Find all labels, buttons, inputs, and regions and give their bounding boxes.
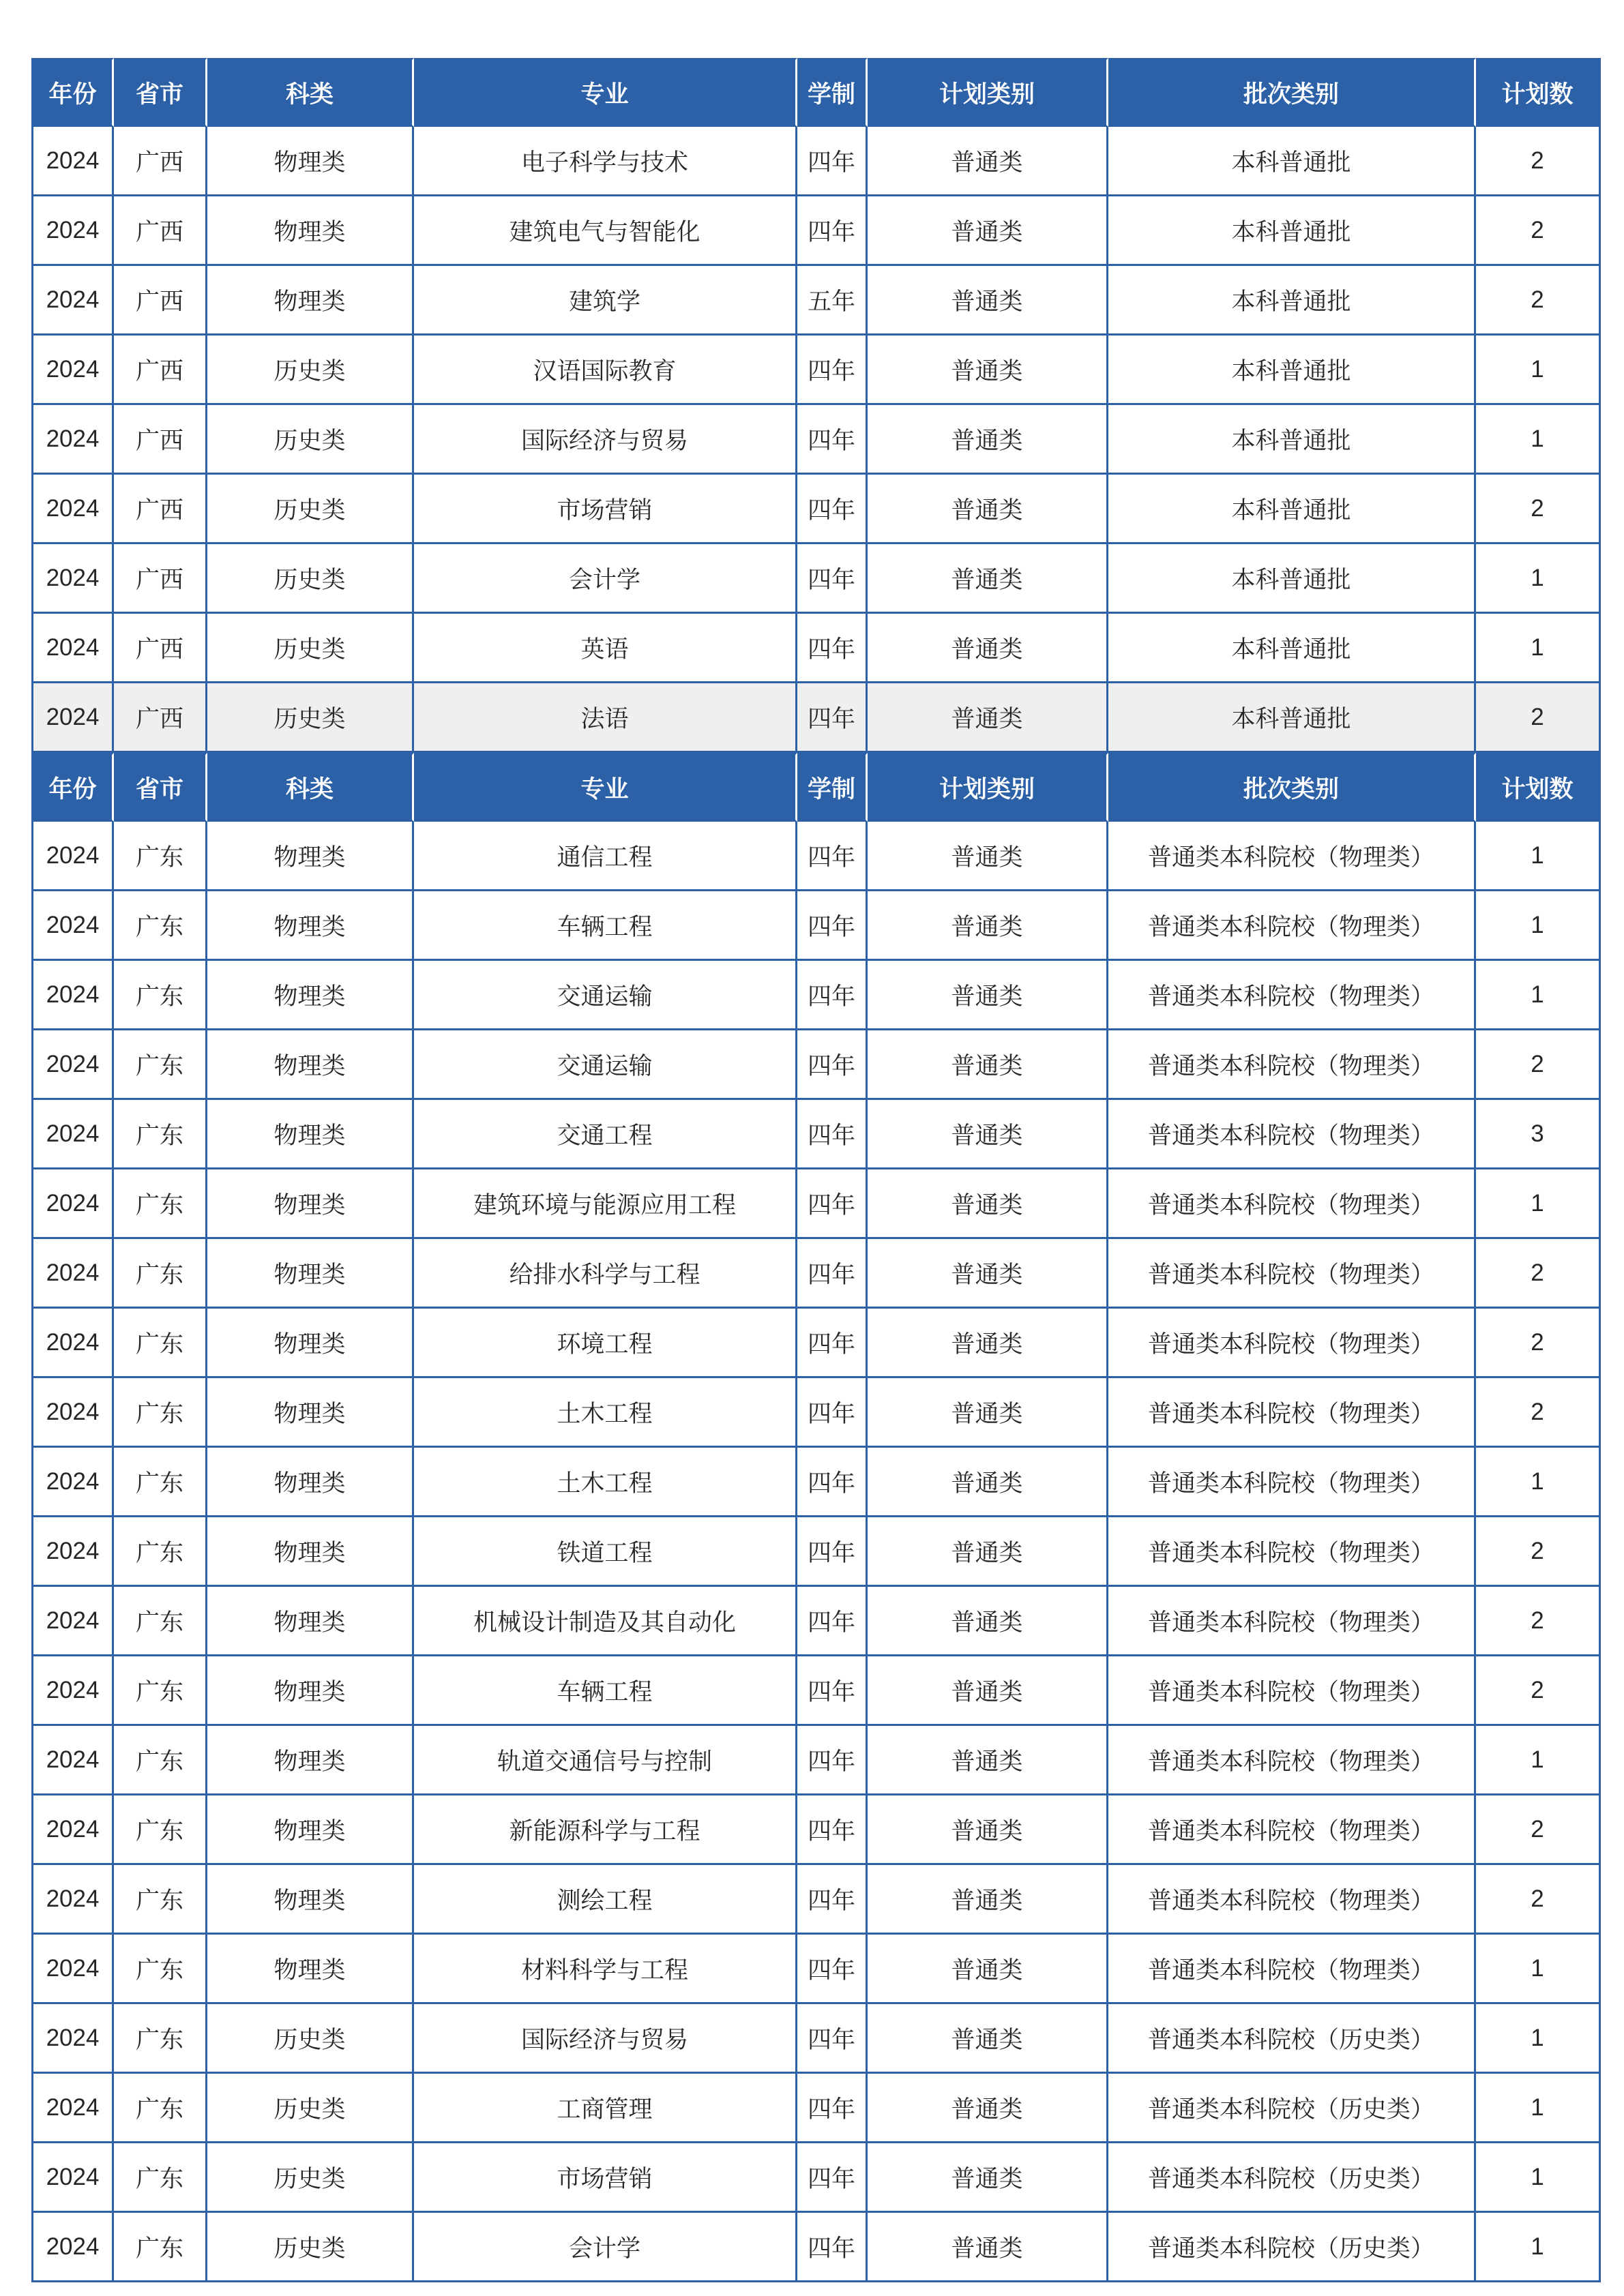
header-province: 省市 xyxy=(114,58,207,127)
cell-major: 材料科学与工程 xyxy=(414,1935,797,2004)
cell-province: 广东 xyxy=(114,1587,207,1656)
cell-batch-type: 本科普通批 xyxy=(1108,614,1476,683)
cell-major: 建筑电气与智能化 xyxy=(414,196,797,266)
cell-province: 广东 xyxy=(114,961,207,1030)
cell-major: 给排水科学与工程 xyxy=(414,1239,797,1309)
cell-plan-type: 普通类 xyxy=(868,1865,1108,1935)
cell-province: 广西 xyxy=(114,475,207,544)
table-row xyxy=(31,1309,1601,1378)
header-batch-type: 批次类别 xyxy=(1108,58,1476,127)
table-row xyxy=(31,544,1601,614)
cell-subject-type: 物理类 xyxy=(207,1517,414,1587)
table-row xyxy=(31,614,1601,683)
cell-year: 2024 xyxy=(31,1795,114,1865)
cell-subject-type: 物理类 xyxy=(207,1030,414,1100)
cell-plan-count: 1 xyxy=(1476,2004,1601,2074)
admission-plan-table xyxy=(31,58,1601,2282)
cell-subject-type: 物理类 xyxy=(207,1100,414,1169)
cell-subject-type: 物理类 xyxy=(207,1865,414,1935)
cell-year: 2024 xyxy=(31,1726,114,1795)
cell-batch-type: 本科普通批 xyxy=(1108,405,1476,475)
cell-subject-type: 历史类 xyxy=(207,544,414,614)
cell-batch-type: 普通类本科院校（物理类） xyxy=(1108,1448,1476,1517)
cell-province: 广东 xyxy=(114,2074,207,2143)
cell-subject-type: 物理类 xyxy=(207,1726,414,1795)
cell-major: 会计学 xyxy=(414,2213,797,2282)
cell-plan-count: 1 xyxy=(1476,1726,1601,1795)
table-row xyxy=(31,1935,1601,2004)
table-row xyxy=(31,1656,1601,1726)
cell-year: 2024 xyxy=(31,1100,114,1169)
cell-subject-type: 历史类 xyxy=(207,475,414,544)
table-row xyxy=(31,127,1601,196)
cell-batch-type: 普通类本科院校（物理类） xyxy=(1108,1726,1476,1795)
cell-year: 2024 xyxy=(31,1935,114,2004)
cell-plan-type: 普通类 xyxy=(868,891,1108,961)
cell-year: 2024 xyxy=(31,1169,114,1239)
cell-plan-count: 2 xyxy=(1476,1587,1601,1656)
cell-duration: 四年 xyxy=(797,683,868,753)
cell-subject-type: 物理类 xyxy=(207,1587,414,1656)
cell-batch-type: 普通类本科院校（物理类） xyxy=(1108,1587,1476,1656)
table-row xyxy=(31,1726,1601,1795)
cell-plan-count: 2 xyxy=(1476,1795,1601,1865)
cell-major: 轨道交通信号与控制 xyxy=(414,1726,797,1795)
cell-duration: 四年 xyxy=(797,336,868,405)
table-row xyxy=(31,1100,1601,1169)
cell-plan-type: 普通类 xyxy=(868,1656,1108,1726)
cell-major: 铁道工程 xyxy=(414,1517,797,1587)
cell-plan-type: 普通类 xyxy=(868,1587,1108,1656)
cell-province: 广西 xyxy=(114,405,207,475)
cell-duration: 四年 xyxy=(797,1795,868,1865)
cell-duration: 四年 xyxy=(797,2143,868,2213)
cell-year: 2024 xyxy=(31,891,114,961)
cell-subject-type: 物理类 xyxy=(207,1309,414,1378)
cell-year: 2024 xyxy=(31,196,114,266)
table-row xyxy=(31,2074,1601,2143)
header-year: 年份 xyxy=(31,753,114,822)
cell-year: 2024 xyxy=(31,2213,114,2282)
table-row xyxy=(31,266,1601,336)
cell-year: 2024 xyxy=(31,475,114,544)
cell-major: 电子科学与技术 xyxy=(414,127,797,196)
cell-plan-count: 1 xyxy=(1476,336,1601,405)
cell-year: 2024 xyxy=(31,1378,114,1448)
cell-duration: 四年 xyxy=(797,1935,868,2004)
cell-plan-type: 普通类 xyxy=(868,1448,1108,1517)
cell-batch-type: 普通类本科院校（物理类） xyxy=(1108,1169,1476,1239)
cell-plan-count: 3 xyxy=(1476,1100,1601,1169)
table-row xyxy=(31,1378,1601,1448)
cell-batch-type: 普通类本科院校（历史类） xyxy=(1108,2074,1476,2143)
cell-year: 2024 xyxy=(31,1587,114,1656)
cell-year: 2024 xyxy=(31,336,114,405)
cell-batch-type: 普通类本科院校（物理类） xyxy=(1108,1378,1476,1448)
cell-subject-type: 物理类 xyxy=(207,196,414,266)
cell-province: 广东 xyxy=(114,1517,207,1587)
cell-province: 广东 xyxy=(114,822,207,891)
cell-plan-count: 1 xyxy=(1476,2143,1601,2213)
cell-duration: 四年 xyxy=(797,1587,868,1656)
table-row xyxy=(31,1587,1601,1656)
cell-province: 广东 xyxy=(114,1726,207,1795)
cell-batch-type: 普通类本科院校（物理类） xyxy=(1108,1865,1476,1935)
table-row xyxy=(31,961,1601,1030)
cell-year: 2024 xyxy=(31,266,114,336)
header-province: 省市 xyxy=(114,753,207,822)
cell-plan-type: 普通类 xyxy=(868,1169,1108,1239)
cell-subject-type: 物理类 xyxy=(207,1239,414,1309)
cell-batch-type: 普通类本科院校（物理类） xyxy=(1108,1795,1476,1865)
cell-province: 广东 xyxy=(114,1100,207,1169)
cell-province: 广西 xyxy=(114,266,207,336)
cell-duration: 四年 xyxy=(797,1865,868,1935)
cell-plan-type: 普通类 xyxy=(868,2213,1108,2282)
cell-duration: 四年 xyxy=(797,405,868,475)
cell-plan-type: 普通类 xyxy=(868,1239,1108,1309)
header-year: 年份 xyxy=(31,58,114,127)
cell-province: 广东 xyxy=(114,1239,207,1309)
cell-plan-count: 1 xyxy=(1476,891,1601,961)
cell-province: 广东 xyxy=(114,1865,207,1935)
header-plan-type: 计划类别 xyxy=(868,58,1108,127)
cell-duration: 四年 xyxy=(797,1726,868,1795)
cell-major: 交通工程 xyxy=(414,1100,797,1169)
cell-batch-type: 普通类本科院校（物理类） xyxy=(1108,1030,1476,1100)
cell-major: 工商管理 xyxy=(414,2074,797,2143)
cell-plan-count: 2 xyxy=(1476,1378,1601,1448)
cell-province: 广东 xyxy=(114,2004,207,2074)
cell-plan-type: 普通类 xyxy=(868,1517,1108,1587)
cell-plan-type: 普通类 xyxy=(868,1726,1108,1795)
table-row xyxy=(31,1448,1601,1517)
cell-plan-count: 1 xyxy=(1476,2074,1601,2143)
cell-major: 法语 xyxy=(414,683,797,753)
cell-plan-type: 普通类 xyxy=(868,2004,1108,2074)
cell-plan-type: 普通类 xyxy=(868,1030,1108,1100)
cell-plan-count: 1 xyxy=(1476,1935,1601,2004)
cell-duration: 四年 xyxy=(797,1309,868,1378)
cell-major: 会计学 xyxy=(414,544,797,614)
header-subject-type: 科类 xyxy=(207,58,414,127)
cell-year: 2024 xyxy=(31,2143,114,2213)
cell-subject-type: 历史类 xyxy=(207,2213,414,2282)
cell-batch-type: 普通类本科院校（物理类） xyxy=(1108,891,1476,961)
cell-duration: 四年 xyxy=(797,1030,868,1100)
cell-duration: 四年 xyxy=(797,1378,868,1448)
cell-major: 车辆工程 xyxy=(414,1656,797,1726)
cell-plan-type: 普通类 xyxy=(868,405,1108,475)
cell-province: 广东 xyxy=(114,2213,207,2282)
cell-plan-count: 1 xyxy=(1476,614,1601,683)
table-row xyxy=(31,1795,1601,1865)
table-row xyxy=(31,2004,1601,2074)
cell-province: 广东 xyxy=(114,1935,207,2004)
table-row xyxy=(31,336,1601,405)
header-subject-type: 科类 xyxy=(207,753,414,822)
cell-batch-type: 本科普通批 xyxy=(1108,475,1476,544)
cell-subject-type: 历史类 xyxy=(207,405,414,475)
cell-duration: 四年 xyxy=(797,1100,868,1169)
cell-duration: 四年 xyxy=(797,127,868,196)
cell-year: 2024 xyxy=(31,614,114,683)
cell-plan-type: 普通类 xyxy=(868,127,1108,196)
cell-plan-count: 1 xyxy=(1476,1169,1601,1239)
cell-year: 2024 xyxy=(31,2074,114,2143)
cell-province: 广西 xyxy=(114,544,207,614)
cell-major: 汉语国际教育 xyxy=(414,336,797,405)
table-row xyxy=(31,1169,1601,1239)
cell-subject-type: 历史类 xyxy=(207,336,414,405)
cell-subject-type: 物理类 xyxy=(207,822,414,891)
table-row xyxy=(31,822,1601,891)
table-row xyxy=(31,683,1601,753)
cell-plan-type: 普通类 xyxy=(868,683,1108,753)
cell-major: 车辆工程 xyxy=(414,891,797,961)
cell-duration: 四年 xyxy=(797,1448,868,1517)
table-row xyxy=(31,2213,1601,2282)
cell-province: 广东 xyxy=(114,1030,207,1100)
cell-duration: 四年 xyxy=(797,475,868,544)
cell-major: 建筑环境与能源应用工程 xyxy=(414,1169,797,1239)
cell-major: 国际经济与贸易 xyxy=(414,2004,797,2074)
cell-major: 测绘工程 xyxy=(414,1865,797,1935)
cell-subject-type: 物理类 xyxy=(207,891,414,961)
cell-batch-type: 本科普通批 xyxy=(1108,266,1476,336)
cell-province: 广东 xyxy=(114,1448,207,1517)
cell-duration: 四年 xyxy=(797,1169,868,1239)
cell-batch-type: 本科普通批 xyxy=(1108,336,1476,405)
cell-plan-count: 1 xyxy=(1476,961,1601,1030)
header-plan-type: 计划类别 xyxy=(868,753,1108,822)
cell-year: 2024 xyxy=(31,683,114,753)
cell-batch-type: 本科普通批 xyxy=(1108,127,1476,196)
header-row-section-2 xyxy=(31,753,1601,822)
cell-duration: 四年 xyxy=(797,891,868,961)
cell-subject-type: 物理类 xyxy=(207,1656,414,1726)
cell-major: 英语 xyxy=(414,614,797,683)
cell-plan-type: 普通类 xyxy=(868,196,1108,266)
cell-province: 广西 xyxy=(114,196,207,266)
cell-plan-type: 普通类 xyxy=(868,475,1108,544)
cell-batch-type: 普通类本科院校（历史类） xyxy=(1108,2213,1476,2282)
table-row xyxy=(31,1517,1601,1587)
cell-year: 2024 xyxy=(31,544,114,614)
cell-duration: 四年 xyxy=(797,2074,868,2143)
cell-plan-count: 2 xyxy=(1476,266,1601,336)
cell-batch-type: 普通类本科院校（物理类） xyxy=(1108,961,1476,1030)
cell-plan-type: 普通类 xyxy=(868,1378,1108,1448)
cell-province: 广东 xyxy=(114,1795,207,1865)
cell-province: 广西 xyxy=(114,683,207,753)
cell-plan-type: 普通类 xyxy=(868,614,1108,683)
header-plan-count: 计划数 xyxy=(1476,753,1601,822)
cell-year: 2024 xyxy=(31,1656,114,1726)
header-plan-count: 计划数 xyxy=(1476,58,1601,127)
cell-plan-count: 1 xyxy=(1476,1448,1601,1517)
cell-subject-type: 物理类 xyxy=(207,1378,414,1448)
header-major: 专业 xyxy=(414,753,797,822)
cell-province: 广东 xyxy=(114,891,207,961)
cell-plan-type: 普通类 xyxy=(868,1795,1108,1865)
cell-major: 环境工程 xyxy=(414,1309,797,1378)
cell-major: 建筑学 xyxy=(414,266,797,336)
cell-batch-type: 本科普通批 xyxy=(1108,544,1476,614)
cell-plan-count: 2 xyxy=(1476,196,1601,266)
cell-duration: 四年 xyxy=(797,614,868,683)
header-row-section-1 xyxy=(31,58,1601,127)
cell-duration: 四年 xyxy=(797,1517,868,1587)
cell-year: 2024 xyxy=(31,1239,114,1309)
cell-plan-type: 普通类 xyxy=(868,1309,1108,1378)
cell-plan-type: 普通类 xyxy=(868,336,1108,405)
cell-province: 广东 xyxy=(114,1169,207,1239)
cell-plan-count: 2 xyxy=(1476,683,1601,753)
cell-plan-count: 2 xyxy=(1476,1030,1601,1100)
cell-year: 2024 xyxy=(31,2004,114,2074)
cell-plan-count: 1 xyxy=(1476,405,1601,475)
cell-batch-type: 普通类本科院校（物理类） xyxy=(1108,1309,1476,1378)
cell-year: 2024 xyxy=(31,405,114,475)
header-batch-type: 批次类别 xyxy=(1108,753,1476,822)
cell-plan-type: 普通类 xyxy=(868,961,1108,1030)
table-row xyxy=(31,196,1601,266)
cell-batch-type: 普通类本科院校（物理类） xyxy=(1108,1239,1476,1309)
cell-duration: 四年 xyxy=(797,544,868,614)
cell-major: 新能源科学与工程 xyxy=(414,1795,797,1865)
cell-plan-type: 普通类 xyxy=(868,2074,1108,2143)
cell-subject-type: 物理类 xyxy=(207,1935,414,2004)
cell-major: 交通运输 xyxy=(414,1030,797,1100)
table-row xyxy=(31,1239,1601,1309)
header-major: 专业 xyxy=(414,58,797,127)
cell-plan-type: 普通类 xyxy=(868,822,1108,891)
cell-duration: 四年 xyxy=(797,961,868,1030)
cell-subject-type: 历史类 xyxy=(207,2074,414,2143)
cell-year: 2024 xyxy=(31,1448,114,1517)
cell-major: 交通运输 xyxy=(414,961,797,1030)
cell-major: 市场营销 xyxy=(414,475,797,544)
cell-province: 广东 xyxy=(114,1378,207,1448)
cell-batch-type: 普通类本科院校（物理类） xyxy=(1108,822,1476,891)
cell-plan-count: 1 xyxy=(1476,822,1601,891)
cell-plan-type: 普通类 xyxy=(868,544,1108,614)
cell-subject-type: 物理类 xyxy=(207,266,414,336)
header-duration: 学制 xyxy=(797,753,868,822)
cell-duration: 四年 xyxy=(797,2004,868,2074)
cell-plan-count: 2 xyxy=(1476,475,1601,544)
cell-duration: 四年 xyxy=(797,2213,868,2282)
cell-major: 土木工程 xyxy=(414,1448,797,1517)
cell-plan-count: 2 xyxy=(1476,1865,1601,1935)
cell-year: 2024 xyxy=(31,822,114,891)
cell-subject-type: 物理类 xyxy=(207,127,414,196)
cell-year: 2024 xyxy=(31,961,114,1030)
cell-batch-type: 普通类本科院校（物理类） xyxy=(1108,1517,1476,1587)
cell-year: 2024 xyxy=(31,1030,114,1100)
cell-plan-type: 普通类 xyxy=(868,2143,1108,2213)
cell-plan-count: 2 xyxy=(1476,1517,1601,1587)
cell-duration: 四年 xyxy=(797,196,868,266)
cell-subject-type: 物理类 xyxy=(207,961,414,1030)
cell-subject-type: 历史类 xyxy=(207,2004,414,2074)
cell-plan-count: 1 xyxy=(1476,2213,1601,2282)
cell-major: 国际经济与贸易 xyxy=(414,405,797,475)
table-row xyxy=(31,1030,1601,1100)
header-duration: 学制 xyxy=(797,58,868,127)
cell-year: 2024 xyxy=(31,1309,114,1378)
cell-batch-type: 本科普通批 xyxy=(1108,683,1476,753)
cell-batch-type: 普通类本科院校（物理类） xyxy=(1108,1100,1476,1169)
cell-plan-type: 普通类 xyxy=(868,1100,1108,1169)
cell-duration: 五年 xyxy=(797,266,868,336)
cell-batch-type: 本科普通批 xyxy=(1108,196,1476,266)
cell-plan-count: 1 xyxy=(1476,544,1601,614)
cell-subject-type: 物理类 xyxy=(207,1448,414,1517)
cell-plan-count: 2 xyxy=(1476,1656,1601,1726)
cell-duration: 四年 xyxy=(797,822,868,891)
table-row xyxy=(31,1865,1601,1935)
cell-duration: 四年 xyxy=(797,1239,868,1309)
cell-plan-type: 普通类 xyxy=(868,1935,1108,2004)
cell-province: 广西 xyxy=(114,127,207,196)
cell-major: 机械设计制造及其自动化 xyxy=(414,1587,797,1656)
cell-batch-type: 普通类本科院校（物理类） xyxy=(1108,1935,1476,2004)
cell-year: 2024 xyxy=(31,1517,114,1587)
cell-batch-type: 普通类本科院校（物理类） xyxy=(1108,1656,1476,1726)
table-row xyxy=(31,2143,1601,2213)
cell-plan-count: 2 xyxy=(1476,127,1601,196)
cell-batch-type: 普通类本科院校（历史类） xyxy=(1108,2143,1476,2213)
cell-year: 2024 xyxy=(31,127,114,196)
table-row xyxy=(31,891,1601,961)
cell-batch-type: 普通类本科院校（历史类） xyxy=(1108,2004,1476,2074)
cell-province: 广东 xyxy=(114,1656,207,1726)
cell-subject-type: 物理类 xyxy=(207,1795,414,1865)
cell-province: 广东 xyxy=(114,2143,207,2213)
cell-major: 通信工程 xyxy=(414,822,797,891)
cell-plan-type: 普通类 xyxy=(868,266,1108,336)
cell-province: 广西 xyxy=(114,614,207,683)
cell-province: 广东 xyxy=(114,1309,207,1378)
cell-duration: 四年 xyxy=(797,1656,868,1726)
cell-major: 市场营销 xyxy=(414,2143,797,2213)
cell-plan-count: 2 xyxy=(1476,1239,1601,1309)
cell-major: 土木工程 xyxy=(414,1378,797,1448)
cell-plan-count: 2 xyxy=(1476,1309,1601,1378)
cell-subject-type: 历史类 xyxy=(207,2143,414,2213)
cell-province: 广西 xyxy=(114,336,207,405)
cell-year: 2024 xyxy=(31,1865,114,1935)
cell-subject-type: 历史类 xyxy=(207,614,414,683)
table-row xyxy=(31,405,1601,475)
cell-subject-type: 物理类 xyxy=(207,1169,414,1239)
table-row xyxy=(31,475,1601,544)
cell-subject-type: 历史类 xyxy=(207,683,414,753)
